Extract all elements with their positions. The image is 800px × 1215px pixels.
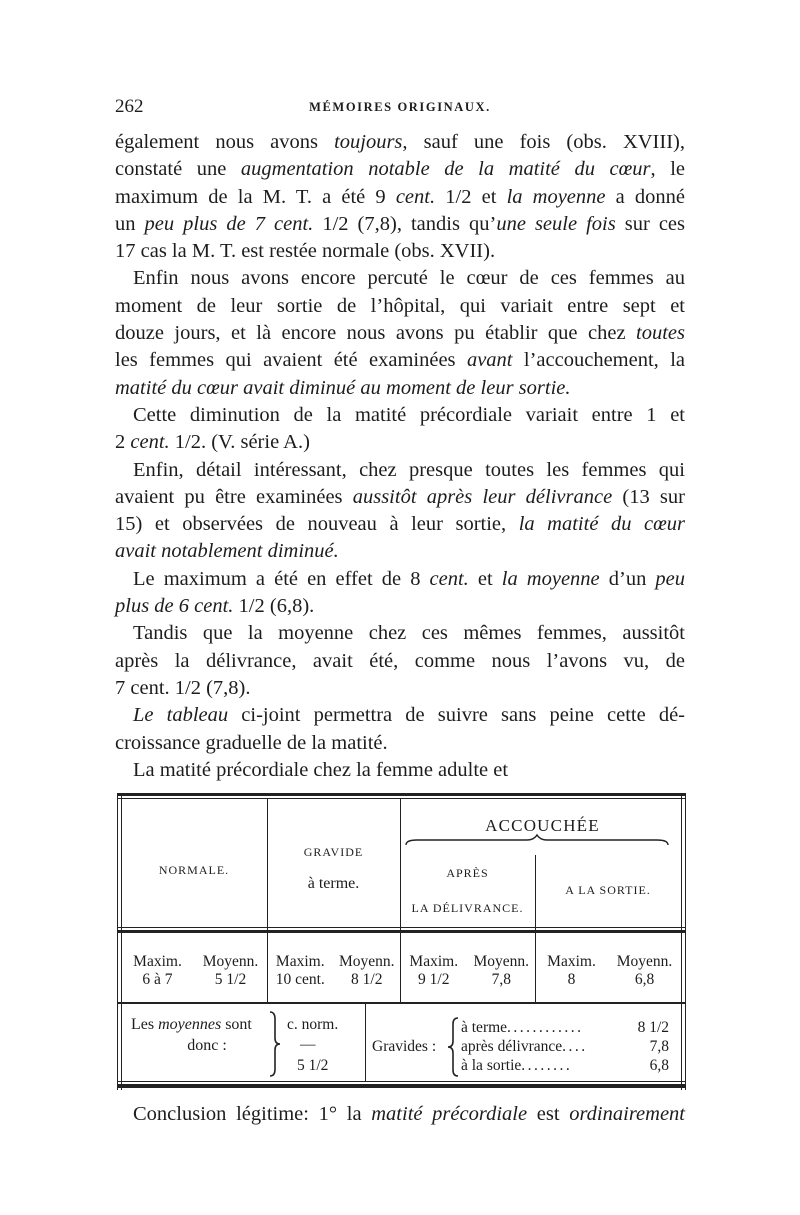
gravides-row-label: à la sortie — [461, 1057, 522, 1074]
table-left-rule-outer — [117, 793, 118, 1090]
text-line — [115, 593, 685, 620]
header-sortie: A LA SORTIE. — [565, 883, 651, 897]
paragraph — [115, 566, 685, 621]
gravides-row-terme — [461, 1019, 669, 1037]
gravides-label: Gravides : — [372, 1038, 437, 1055]
text: , sauf une fois (obs. XVIII), — [402, 131, 685, 153]
moy-label: Moyenn. — [338, 953, 395, 970]
table-bottom-rule-thin — [117, 1081, 686, 1082]
paragraph — [115, 402, 685, 457]
header-apres-line2: LA DÉLIVRANCE. — [411, 901, 524, 915]
italic-text: plus de 6 cent. — [115, 595, 234, 618]
text: après la délivrance, avait été, comme nous l’avons vu, de — [115, 649, 685, 672]
gravides-row-value: 8 1/2 — [637, 1019, 669, 1036]
text: croissance graduelle de la matité. — [115, 731, 388, 754]
text: constaté une — [115, 158, 241, 181]
normal-label: c. norm. — [287, 1016, 339, 1033]
text: (13 sur — [612, 485, 685, 508]
max-value: 9 1/2 — [418, 971, 450, 988]
text: Tandis que la moyenne chez ces mêmes femmes, aussitôt — [133, 622, 685, 645]
italic-text: une seule fois — [496, 212, 616, 235]
text: 17 cas la M. T. est restée normale (obs. XVII). — [115, 240, 496, 263]
gravides-row-label: après délivrance — [461, 1038, 563, 1055]
text-line — [115, 675, 685, 702]
normal-value: 5 1/2 — [297, 1057, 329, 1074]
paragraph — [115, 129, 685, 265]
text-line — [115, 375, 685, 402]
table-bottom-rule-thick — [117, 1084, 686, 1088]
cell-apres-values — [400, 971, 535, 989]
text-line — [115, 1101, 685, 1128]
dot-leader: .... — [562, 1038, 588, 1055]
text-line — [115, 457, 685, 484]
text-line — [115, 184, 685, 211]
gravides-row-delivrance — [461, 1038, 669, 1056]
text-line — [115, 347, 685, 374]
text-line — [115, 566, 685, 593]
text-line — [115, 320, 685, 347]
italic-text: Le tableau — [133, 704, 229, 727]
table-top-rule-thin — [117, 798, 686, 799]
header-gravide-sub: à terme. — [307, 875, 360, 892]
paragraph — [115, 620, 685, 702]
text-line — [115, 620, 685, 647]
text-line — [115, 129, 685, 156]
italic-text: peu plus de 7 cent. — [144, 212, 314, 235]
text: maximum de la M. T. a été 9 — [115, 185, 396, 208]
conclusion-text — [115, 1101, 685, 1128]
text-line — [115, 511, 685, 538]
matite-table — [117, 793, 686, 1090]
italic-text: la moyenne — [506, 185, 606, 208]
text: Le maximum a été en effet de 8 — [133, 567, 430, 590]
text-line — [115, 757, 685, 784]
moy-label: Moyenn. — [473, 953, 530, 970]
moy-label: Moyenn. — [202, 953, 259, 970]
text-line — [115, 238, 685, 265]
text: les femmes qui avaient été examinées — [115, 349, 467, 372]
text-line — [115, 211, 685, 238]
text-line — [115, 402, 685, 429]
table-left-rule-inner — [121, 793, 122, 1090]
summary-lead-em: moyennes — [158, 1016, 222, 1033]
max-value: 6 à 7 — [142, 971, 173, 988]
summary-lead — [131, 1016, 252, 1034]
text: 1/2 (6,8). — [233, 595, 315, 618]
summary-lead-after: sont — [225, 1016, 252, 1033]
cell-gravide-labels — [267, 953, 400, 971]
header-normale: NORMALE. — [158, 863, 230, 877]
text: 1/2 (7,8), tandis qu’ — [313, 212, 497, 235]
moyennes-brace — [269, 1011, 281, 1077]
header-apres-line1: APRÈS — [446, 866, 489, 880]
italic-text: aussitôt après leur délivrance — [352, 485, 613, 508]
max-label: Maxim. — [133, 953, 182, 970]
moy-value: 7,8 — [491, 971, 511, 988]
italic-text: cent. — [429, 567, 469, 590]
header-bottom-rule-thick — [117, 930, 686, 933]
text: avaient pu être examinées — [115, 485, 353, 508]
data-row-bottom-rule — [117, 1002, 686, 1004]
text-line — [115, 156, 685, 183]
text: 1/2 et — [435, 185, 507, 208]
text-line — [115, 484, 685, 511]
italic-text: matité du cœur avait diminué au moment de leur sortie. — [115, 376, 571, 399]
text-line — [115, 648, 685, 675]
header-accouchee: ACCOUCHÉE — [485, 816, 600, 835]
cell-normale-values — [121, 971, 267, 989]
body-text — [115, 129, 685, 784]
italic-text: avant — [466, 349, 513, 372]
cell-sortie-values — [535, 971, 681, 989]
text: également nous avons — [115, 131, 335, 153]
italic-text: peu — [655, 567, 686, 590]
text: La matité précordiale chez la femme adulte et — [133, 758, 509, 781]
text: ci-joint permettra de suivre sans peine cette dé- — [228, 704, 685, 727]
italic-text: cent. — [130, 431, 170, 454]
moy-value: 8 1/2 — [351, 971, 383, 988]
text: l’accouchement, la — [512, 349, 685, 372]
header-gravide: GRAVIDE — [303, 845, 364, 859]
text: , le — [650, 158, 686, 181]
cell-apres-labels — [400, 953, 535, 971]
paragraph — [115, 457, 685, 566]
gravides-row-label: à terme — [461, 1019, 508, 1036]
text: Enfin nous avons encore percuté le cœur de ces femmes au — [133, 267, 685, 290]
text: un — [115, 212, 145, 235]
max-label: Maxim. — [547, 953, 596, 970]
text-line — [115, 429, 685, 456]
gravides-brace — [447, 1017, 459, 1077]
max-value: 10 cent. — [275, 971, 325, 988]
gravides-row-value: 7,8 — [649, 1038, 669, 1055]
text: et — [468, 567, 502, 590]
text-line — [115, 293, 685, 320]
text: sur ces — [615, 212, 686, 235]
text: Enfin, détail intéressant, chez presque toutes les femmes qui — [133, 458, 685, 481]
moy-value: 5 1/2 — [214, 971, 247, 988]
text: est — [527, 1103, 570, 1125]
text-line — [115, 538, 685, 565]
gravides-row-value: 6,8 — [649, 1057, 669, 1074]
text: 1/2. (V. série A.) — [169, 431, 310, 454]
normal-dash: — — [300, 1036, 316, 1053]
dot-leader: ............ — [507, 1019, 584, 1036]
text-line — [115, 730, 685, 757]
cell-normale-labels — [121, 953, 267, 971]
text: Cette diminution de la matité précordiale variait entre 1 et — [133, 403, 685, 426]
italic-text: augmentation notable de la matité du cœur — [240, 158, 651, 181]
dot-leader: ........ — [521, 1057, 573, 1074]
text-line — [115, 265, 685, 292]
table-top-rule-thick — [117, 793, 686, 796]
cell-sortie-labels — [535, 953, 681, 971]
gravides-row-sortie — [461, 1057, 669, 1075]
italic-text: toujours — [334, 131, 403, 153]
text: 15) et observées de nouveau à leur sortie, — [115, 513, 519, 536]
text: a donné — [605, 185, 686, 208]
text: 2 — [115, 431, 131, 454]
max-label: Maxim. — [275, 953, 325, 970]
text-line — [115, 702, 685, 729]
paragraph — [115, 757, 685, 784]
text: moment de leur sortie de l’hôpital, qui variait entre sept et — [115, 294, 685, 317]
max-value: 8 — [567, 971, 576, 988]
moy-value: 6,8 — [634, 971, 655, 988]
table-right-rule-outer — [685, 793, 686, 1090]
summary-lead-before: Les — [131, 1016, 155, 1033]
text: d’un — [599, 567, 656, 590]
text: 7 cent. 1/2 (7,8). — [115, 676, 251, 699]
italic-text: avait notablement diminué. — [115, 540, 339, 563]
max-label: Maxim. — [409, 953, 459, 970]
header-bottom-rule-thin — [117, 927, 686, 928]
summary-lead-end: donc : — [187, 1037, 227, 1054]
italic-text: la moyenne — [501, 567, 600, 590]
paragraph — [115, 702, 685, 757]
cell-gravide-values — [267, 971, 400, 989]
text: douze jours, et là encore nous avons pu établir que chez — [115, 322, 637, 345]
italic-text: cent. — [395, 185, 436, 208]
italic-text: matité précordiale — [371, 1103, 528, 1125]
accouchee-brace — [405, 834, 669, 846]
text: Conclusion légitime: 1° la — [133, 1103, 372, 1125]
italic-text: la matité du cœur — [518, 513, 686, 536]
running-title: MÉMOIRES ORIGINAUX. — [309, 100, 491, 114]
page-number: 262 — [115, 96, 144, 117]
summary-separator — [365, 1004, 366, 1081]
moy-label: Moyenn. — [616, 953, 673, 970]
italic-text: ordinairement — [569, 1103, 685, 1125]
table-right-rule-inner — [681, 793, 682, 1090]
italic-text: toutes — [636, 322, 685, 345]
paragraph — [115, 265, 685, 401]
